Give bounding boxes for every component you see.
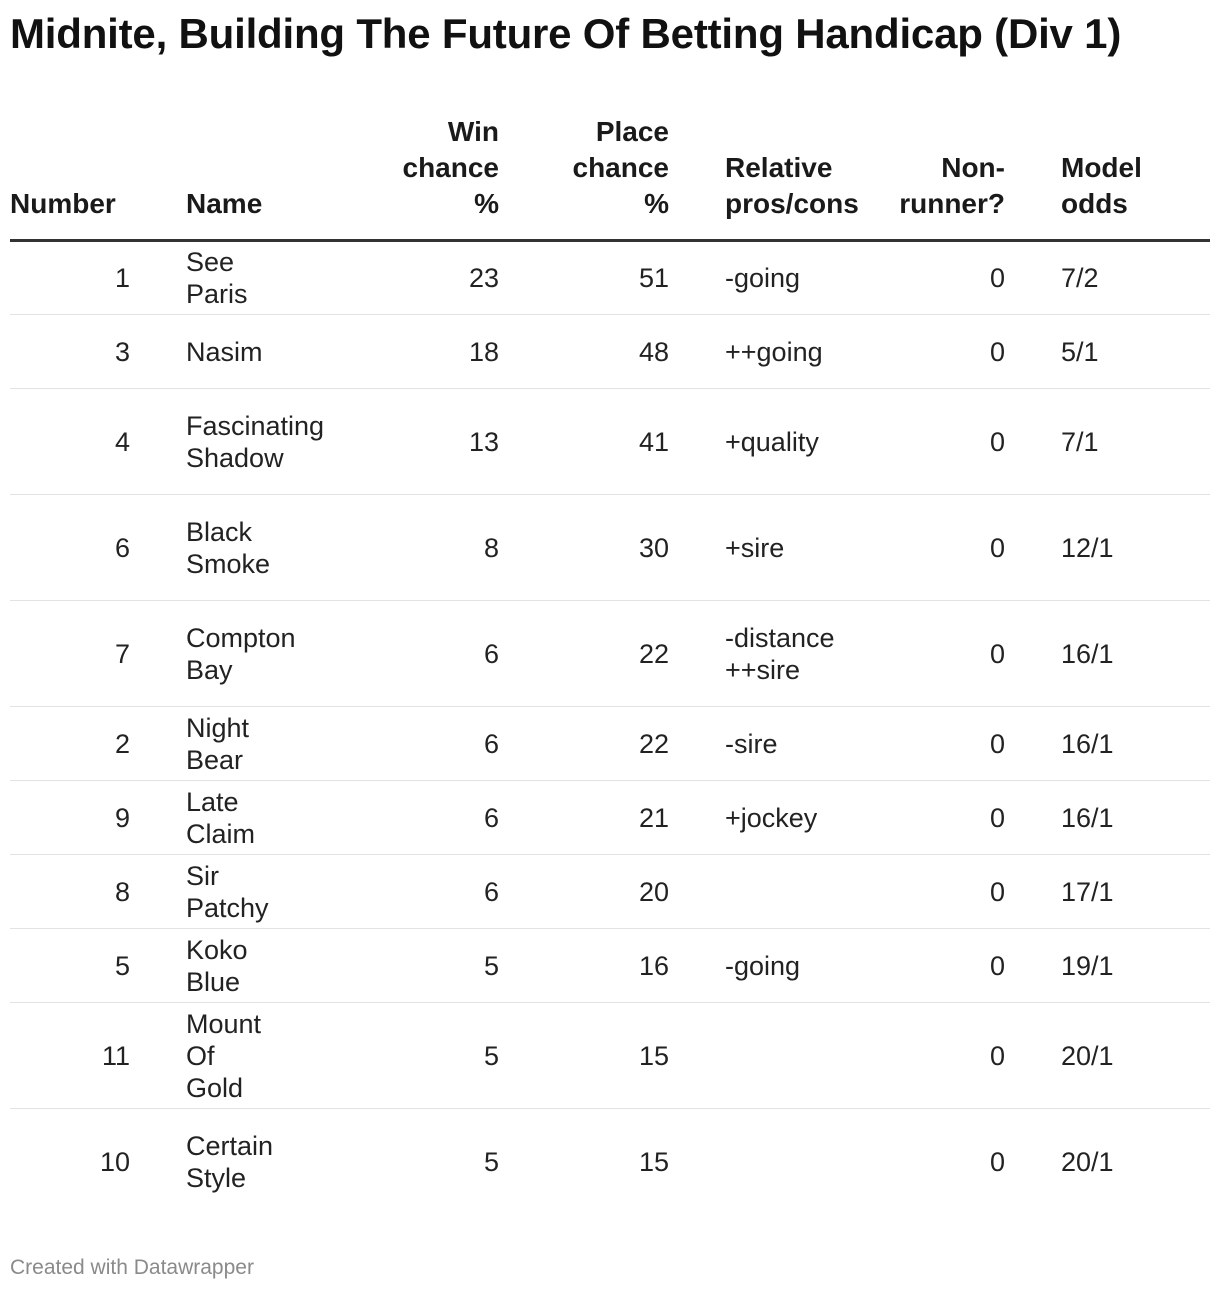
cell-place: 15 bbox=[499, 1003, 669, 1109]
cell-rel: -distance ++sire bbox=[669, 601, 859, 707]
cell-odds: 19/1 bbox=[1005, 929, 1210, 1003]
cell-name: Night Bear bbox=[130, 707, 285, 781]
cell-name: See Paris bbox=[130, 241, 285, 315]
cell-nr: 0 bbox=[859, 707, 1005, 781]
cell-odds: 16/1 bbox=[1005, 707, 1210, 781]
cell-rel: +jockey bbox=[669, 781, 859, 855]
cell-odds: 20/1 bbox=[1005, 1003, 1210, 1109]
cell-nr: 0 bbox=[859, 389, 1005, 495]
cell-win: 8 bbox=[285, 495, 499, 601]
cell-win: 6 bbox=[285, 781, 499, 855]
cell-nr: 0 bbox=[859, 781, 1005, 855]
table-row bbox=[10, 241, 1210, 315]
column-header-line: Number bbox=[10, 188, 116, 219]
column-header-line: % bbox=[474, 188, 499, 219]
table-row bbox=[10, 495, 1210, 601]
cell-number: 7 bbox=[10, 601, 130, 707]
cell-number: 9 bbox=[10, 781, 130, 855]
column-header-line: Non- bbox=[941, 152, 1005, 183]
cell-rel: +quality bbox=[669, 389, 859, 495]
cell-nr: 0 bbox=[859, 601, 1005, 707]
cell-win: 5 bbox=[483, 1146, 499, 1177]
cell-nr: 0 bbox=[859, 1003, 1005, 1109]
column-header-line: odds bbox=[1061, 188, 1128, 219]
cell-rel bbox=[669, 1109, 859, 1215]
column-header-nr bbox=[859, 114, 1005, 241]
cell-nr: 0 bbox=[859, 241, 1005, 315]
chart-title: Midnite, Building The Future Of Betting Handicap (Div 1) bbox=[10, 10, 1122, 57]
table-body bbox=[10, 241, 1210, 1215]
cell-odds: 17/1 bbox=[1005, 855, 1210, 929]
column-header-line: chance bbox=[402, 152, 499, 183]
cell-place: 51 bbox=[499, 241, 669, 315]
column-header-win bbox=[285, 114, 499, 241]
column-header-odds bbox=[1005, 114, 1210, 241]
column-header-line: Model bbox=[1061, 152, 1142, 183]
cell-win: 6 bbox=[285, 855, 499, 929]
cell-nr: 0 bbox=[859, 315, 1005, 389]
cell-number: 2 bbox=[10, 707, 130, 781]
cell-name: Fascinating Shadow bbox=[130, 389, 285, 495]
cell-odds: 16/1 bbox=[1005, 601, 1210, 707]
cell-place: 22 bbox=[499, 707, 669, 781]
column-header-line: Place bbox=[595, 116, 669, 147]
cell-name: Nasim bbox=[130, 315, 285, 389]
cell-place: 30 bbox=[499, 495, 669, 601]
cell-win: 5 bbox=[285, 1003, 499, 1109]
credit-footer: Created with Datawrapper bbox=[10, 1256, 254, 1279]
cell-win: 6 bbox=[285, 707, 499, 781]
column-header-line: chance bbox=[572, 152, 669, 183]
cell-place: 15 bbox=[638, 1146, 669, 1177]
column-header-place bbox=[499, 114, 669, 241]
table-row bbox=[10, 601, 1210, 707]
table-row bbox=[10, 781, 1210, 855]
cell-rel: -going bbox=[669, 241, 859, 315]
cell-nr: 0 bbox=[989, 1146, 1005, 1177]
cell-place: 48 bbox=[499, 315, 669, 389]
cell-rel: -going bbox=[669, 929, 859, 1003]
cell-win: 5 bbox=[285, 929, 499, 1003]
cell-odds: 7/2 bbox=[1005, 241, 1210, 315]
table-row bbox=[10, 707, 1210, 781]
cell-odds: 16/1 bbox=[1005, 781, 1210, 855]
cell-win: 18 bbox=[285, 315, 499, 389]
column-header-line: Name bbox=[186, 188, 263, 219]
cell-name: Sir Patchy bbox=[130, 855, 285, 929]
cell-number: 3 bbox=[10, 315, 130, 389]
column-header-line: Relative bbox=[725, 152, 833, 183]
cell-win: 6 bbox=[285, 601, 499, 707]
column-header-line: Win bbox=[447, 116, 499, 147]
cell-place: 16 bbox=[499, 929, 669, 1003]
cell-place: 20 bbox=[499, 855, 669, 929]
cell-number: 11 bbox=[10, 1003, 130, 1109]
cell-place: 41 bbox=[499, 389, 669, 495]
cell-rel bbox=[669, 1003, 859, 1109]
cell-nr: 0 bbox=[859, 495, 1005, 601]
cell-odds: 12/1 bbox=[1005, 495, 1210, 601]
cell-place: 22 bbox=[499, 601, 669, 707]
table-row bbox=[10, 1109, 1210, 1215]
table-row bbox=[10, 1003, 1210, 1109]
cell-place: 21 bbox=[499, 781, 669, 855]
cell-name: Mount Of Gold bbox=[130, 1003, 285, 1109]
cell-name: Koko Blue bbox=[130, 929, 285, 1003]
table-row bbox=[10, 315, 1210, 389]
cell-rel bbox=[669, 855, 859, 929]
cell-win: 13 bbox=[285, 389, 499, 495]
cell-odds: 5/1 bbox=[1005, 315, 1210, 389]
header-row bbox=[10, 114, 1210, 241]
table-row bbox=[10, 929, 1210, 1003]
table-row bbox=[10, 389, 1210, 495]
cell-number: 8 bbox=[10, 855, 130, 929]
table-row bbox=[10, 855, 1210, 929]
cell-number: 1 bbox=[10, 241, 130, 315]
cell-number: 5 bbox=[10, 929, 130, 1003]
cell-number: 6 bbox=[10, 495, 130, 601]
cell-number: 4 bbox=[10, 389, 130, 495]
racecard-table bbox=[10, 114, 1210, 1215]
cell-odds: 20/1 bbox=[1061, 1146, 1114, 1177]
column-header-line: runner? bbox=[899, 188, 1005, 219]
cell-rel: ++going bbox=[669, 315, 859, 389]
cell-number: 10 bbox=[99, 1146, 130, 1177]
cell-odds: 7/1 bbox=[1005, 389, 1210, 495]
column-header-line: pros/cons bbox=[725, 188, 859, 219]
cell-rel: -sire bbox=[669, 707, 859, 781]
cell-name: Late Claim bbox=[130, 781, 285, 855]
cell-name: Black Smoke bbox=[130, 495, 285, 601]
cell-win: 23 bbox=[285, 241, 499, 315]
column-header-rel bbox=[669, 114, 859, 241]
column-header-name bbox=[130, 114, 285, 241]
cell-rel: +sire bbox=[669, 495, 859, 601]
cell-nr: 0 bbox=[859, 929, 1005, 1003]
column-header-line: % bbox=[644, 188, 669, 219]
cell-name: Certain Style bbox=[186, 1130, 274, 1193]
cell-nr: 0 bbox=[859, 855, 1005, 929]
column-header-number bbox=[10, 114, 130, 241]
cell-name: Compton Bay bbox=[130, 601, 285, 707]
